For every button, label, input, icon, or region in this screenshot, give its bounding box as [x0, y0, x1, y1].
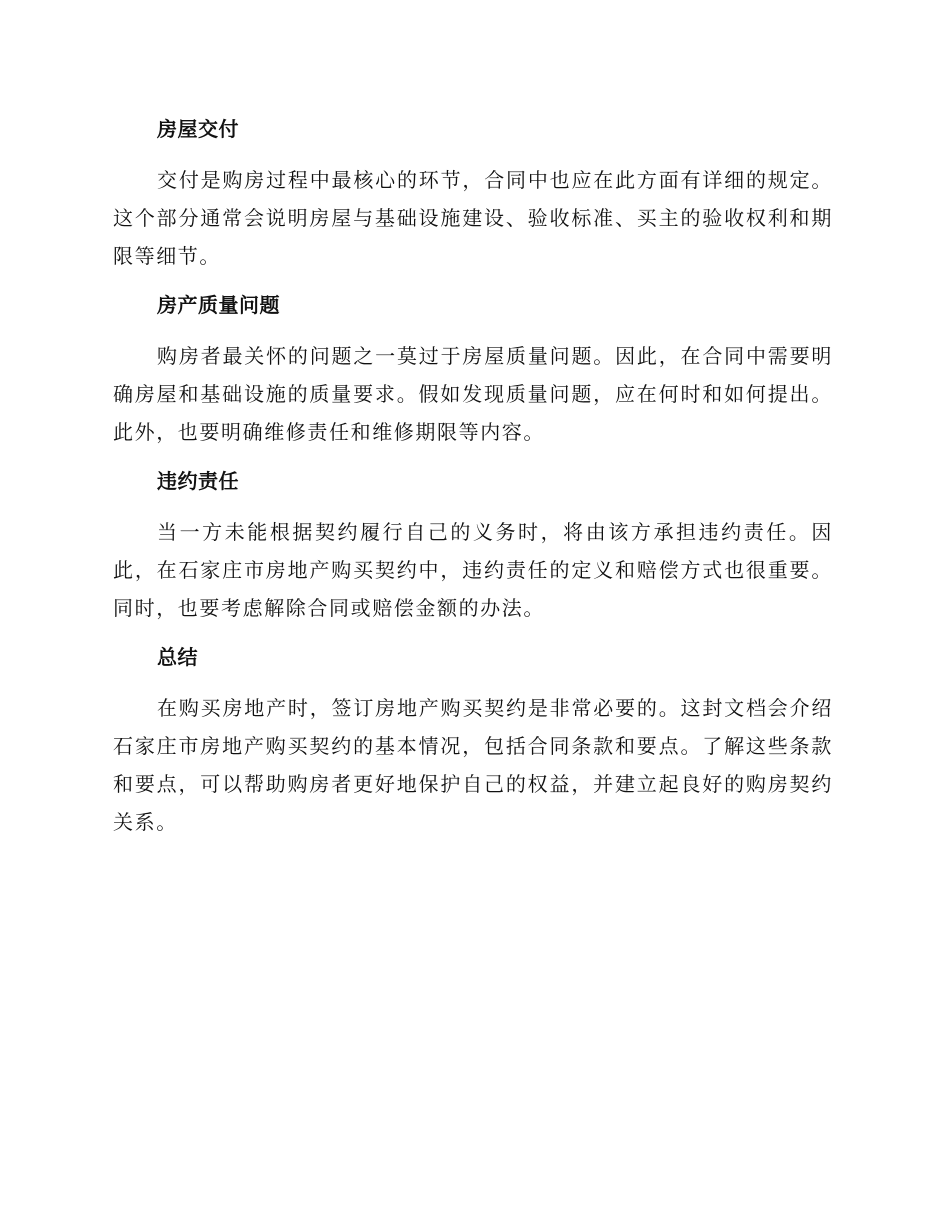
section-summary [113, 638, 833, 841]
section-paragraph: 当一方未能根据契约履行自己的义务时，将由该方承担违约责任。因此，在石家庄市房地产购买契约中，违约责任的定义和赔偿方式也很重要。同时，也要考虑解除合同或赔偿金额的办法。 [113, 520, 833, 620]
section-heading: 房屋交付 [157, 117, 239, 141]
section-quality-issues [113, 286, 833, 451]
section-paragraph: 在购买房地产时，签订房地产购买契约是非常必要的。这封文档会介绍石家庄市房地产购买契约的基本情况，包括合同条款和要点。了解这些条款和要点，可以帮助购房者更好地保护自己的权益，并建立起良好的购房契约关系。 [113, 696, 833, 834]
section-heading: 房产质量问题 [157, 293, 280, 317]
section-paragraph: 购房者最关怀的问题之一莫过于房屋质量问题。因此，在合同中需要明确房屋和基础设施的质量要求。假如发现质量问题，应在何时和如何提出。此外，也要明确维修责任和维修期限等内容。 [113, 344, 833, 444]
document-page [113, 108, 833, 841]
section-heading: 总结 [157, 645, 198, 669]
section-breach-liability [113, 462, 833, 627]
section-house-delivery [113, 110, 833, 275]
section-heading: 违约责任 [157, 469, 239, 493]
section-paragraph: 交付是购房过程中最核心的环节，合同中也应在此方面有详细的规定。这个部分通常会说明房屋与基础设施建设、验收标准、买主的验收权利和期限等细节。 [113, 168, 833, 268]
